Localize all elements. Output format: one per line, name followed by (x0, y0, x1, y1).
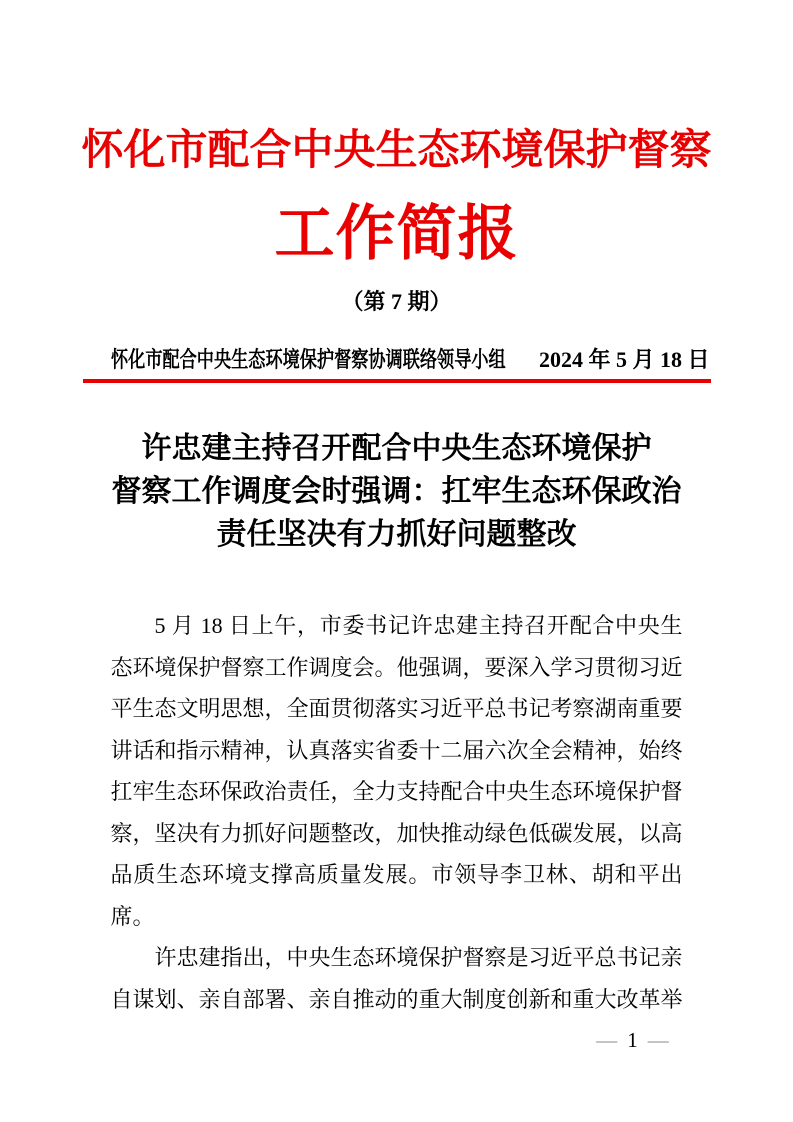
article-title-line: 督察工作调度会时强调：扛牢生态环保政治 (111, 475, 682, 508)
body-paragraph: 5 月 18 日上午，市委书记许忠建主持召开配合中央生态环境保护督察工作调度会。他强调，要深入学习贯彻习近平生态文明思想，全面贯彻落实习近平总书记考察湖南重要讲话和指示精神，认真落实省委十二届六次全会精神，始终扛牢生态环保政治责任，全力支持配合中央生态环境保护督察，坚决有力抓好问题整改，加快推动绿色低碳发展，以高品质生态环境支撑高质量发展。市领导李卫林、胡和平出席。 (110, 613, 683, 929)
issue-number: （第 7 期） (341, 289, 452, 314)
masthead (0, 0, 793, 383)
article-body (111, 605, 683, 1020)
bulletin-org-title: 怀化市配合中央生态环境保护督察 (81, 128, 712, 174)
page-number-value: 1 (627, 1028, 638, 1052)
bulletin-title: 工作简报 (274, 201, 519, 267)
body-paragraph: 许忠建指出，中央生态环境保护督察是习近平总书记亲自谋划、亲自部署、亲自推动的重大制度创新和重大改革举 (110, 945, 683, 1012)
article-title-line: 责任坚决有力抓好问题整改 (216, 518, 577, 551)
article-title-line: 许忠建主持召开配合中央生态环境保护 (141, 432, 652, 465)
issue-date: 2024 年 5 月 18 日 (538, 347, 710, 372)
org-date-row (84, 348, 710, 372)
article-title (0, 427, 793, 556)
page-number-dash-left: — (596, 1028, 618, 1052)
article (0, 427, 793, 1020)
red-divider (83, 379, 711, 383)
page-number-dash-right: — (647, 1028, 669, 1052)
issuing-org: 怀化市配合中央生态环境保护督察协调联络领导小组 (110, 347, 506, 372)
page-number (545, 1028, 720, 1052)
